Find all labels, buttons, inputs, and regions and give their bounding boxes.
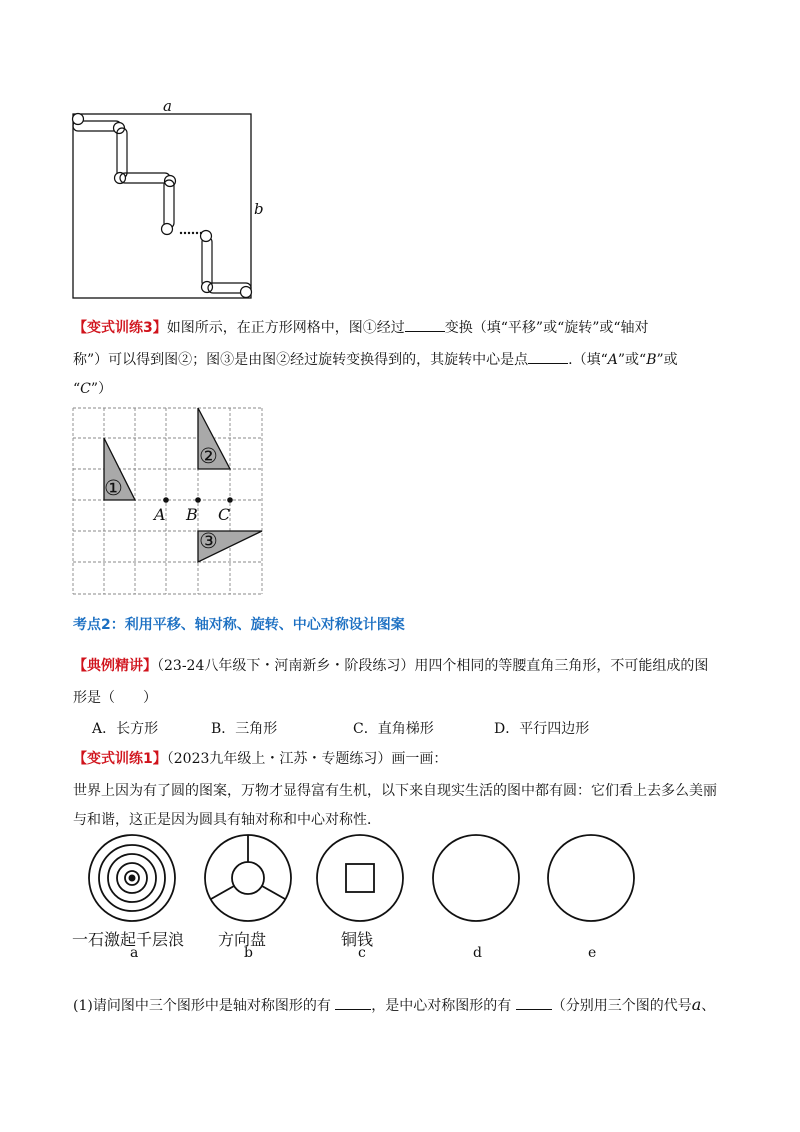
grid-triangles-figure bbox=[60, 398, 280, 598]
option-c[interactable]: C．直角梯形 bbox=[353, 721, 434, 737]
circles-figure bbox=[80, 830, 640, 930]
letter-e: e bbox=[588, 945, 597, 961]
shape-3-label: ③ bbox=[199, 529, 218, 553]
section-title: 考点2：利用平移、轴对称、旋转、中心对称设计图案 bbox=[73, 617, 405, 633]
training3-line1: 【变式训练3】如图所示，在正方形网格中，图①经过 变换（填“平移”或“旋转”或“轴对 bbox=[73, 317, 649, 338]
example-line2: 形是（ ） bbox=[73, 690, 157, 706]
point-c-label: C bbox=[218, 505, 231, 524]
answer-blank-1[interactable] bbox=[405, 317, 445, 332]
training1-tag: 【变式训练1】 bbox=[73, 751, 167, 767]
training1-para2: 与和谐，这正是因为圆具有轴对称和中心对称性． bbox=[73, 812, 381, 828]
label-b: b bbox=[254, 200, 264, 218]
caption-c: 铜钱 bbox=[341, 930, 374, 949]
training3-tag: 【变式训练3】 bbox=[73, 320, 167, 336]
caption-b: 方向盘 bbox=[218, 930, 267, 949]
answer-blank-axis[interactable] bbox=[335, 995, 371, 1010]
point-b-label: B bbox=[186, 505, 198, 524]
rectangle-square-figure bbox=[60, 95, 280, 310]
training1-para1: 世界上因为有了圆的图案，万物才显得富有生机，以下来自现实生活的图中都有圆：它们看上去多么美丽 bbox=[73, 783, 717, 799]
point-a-label: A bbox=[154, 505, 166, 524]
letter-d: d bbox=[473, 945, 482, 961]
option-b[interactable]: B．三角形 bbox=[211, 721, 278, 737]
answer-blank-2[interactable] bbox=[528, 349, 568, 364]
example-line1: 【典例精讲】（23-24八年级下・河南新乡・阶段练习）用四个相同的等腰直角三角形，不可能组成的图 bbox=[73, 658, 709, 674]
letter-c: c bbox=[358, 945, 366, 961]
label-a: a bbox=[163, 97, 172, 115]
training3-line2: 称”）可以得到图②；图③是由图②经过旋转变换得到的，其旋转中心是点 .（填“A”或“B”或 bbox=[73, 349, 678, 370]
option-d[interactable]: D．平行四边形 bbox=[494, 721, 590, 737]
shape-1-label: ① bbox=[104, 476, 123, 500]
question-1: (1)请问图中三个图形中是轴对称图形的有 ，是中心对称图形的有 （分别用三个图的代号a、 bbox=[73, 995, 716, 1014]
letter-a: a bbox=[130, 945, 139, 961]
option-a[interactable]: A．长方形 bbox=[92, 721, 159, 737]
shape-2-label: ② bbox=[199, 444, 218, 468]
answer-blank-center[interactable] bbox=[516, 995, 552, 1010]
caption-a: 一石激起千层浪 bbox=[72, 930, 185, 949]
training1-line1: 【变式训练1】（2023九年级上・江苏・专题练习）画一画： bbox=[73, 751, 448, 767]
example-tag: 【典例精讲】 bbox=[73, 658, 157, 674]
training3-line3: “C”） bbox=[73, 381, 113, 397]
letter-b: b bbox=[244, 945, 253, 961]
